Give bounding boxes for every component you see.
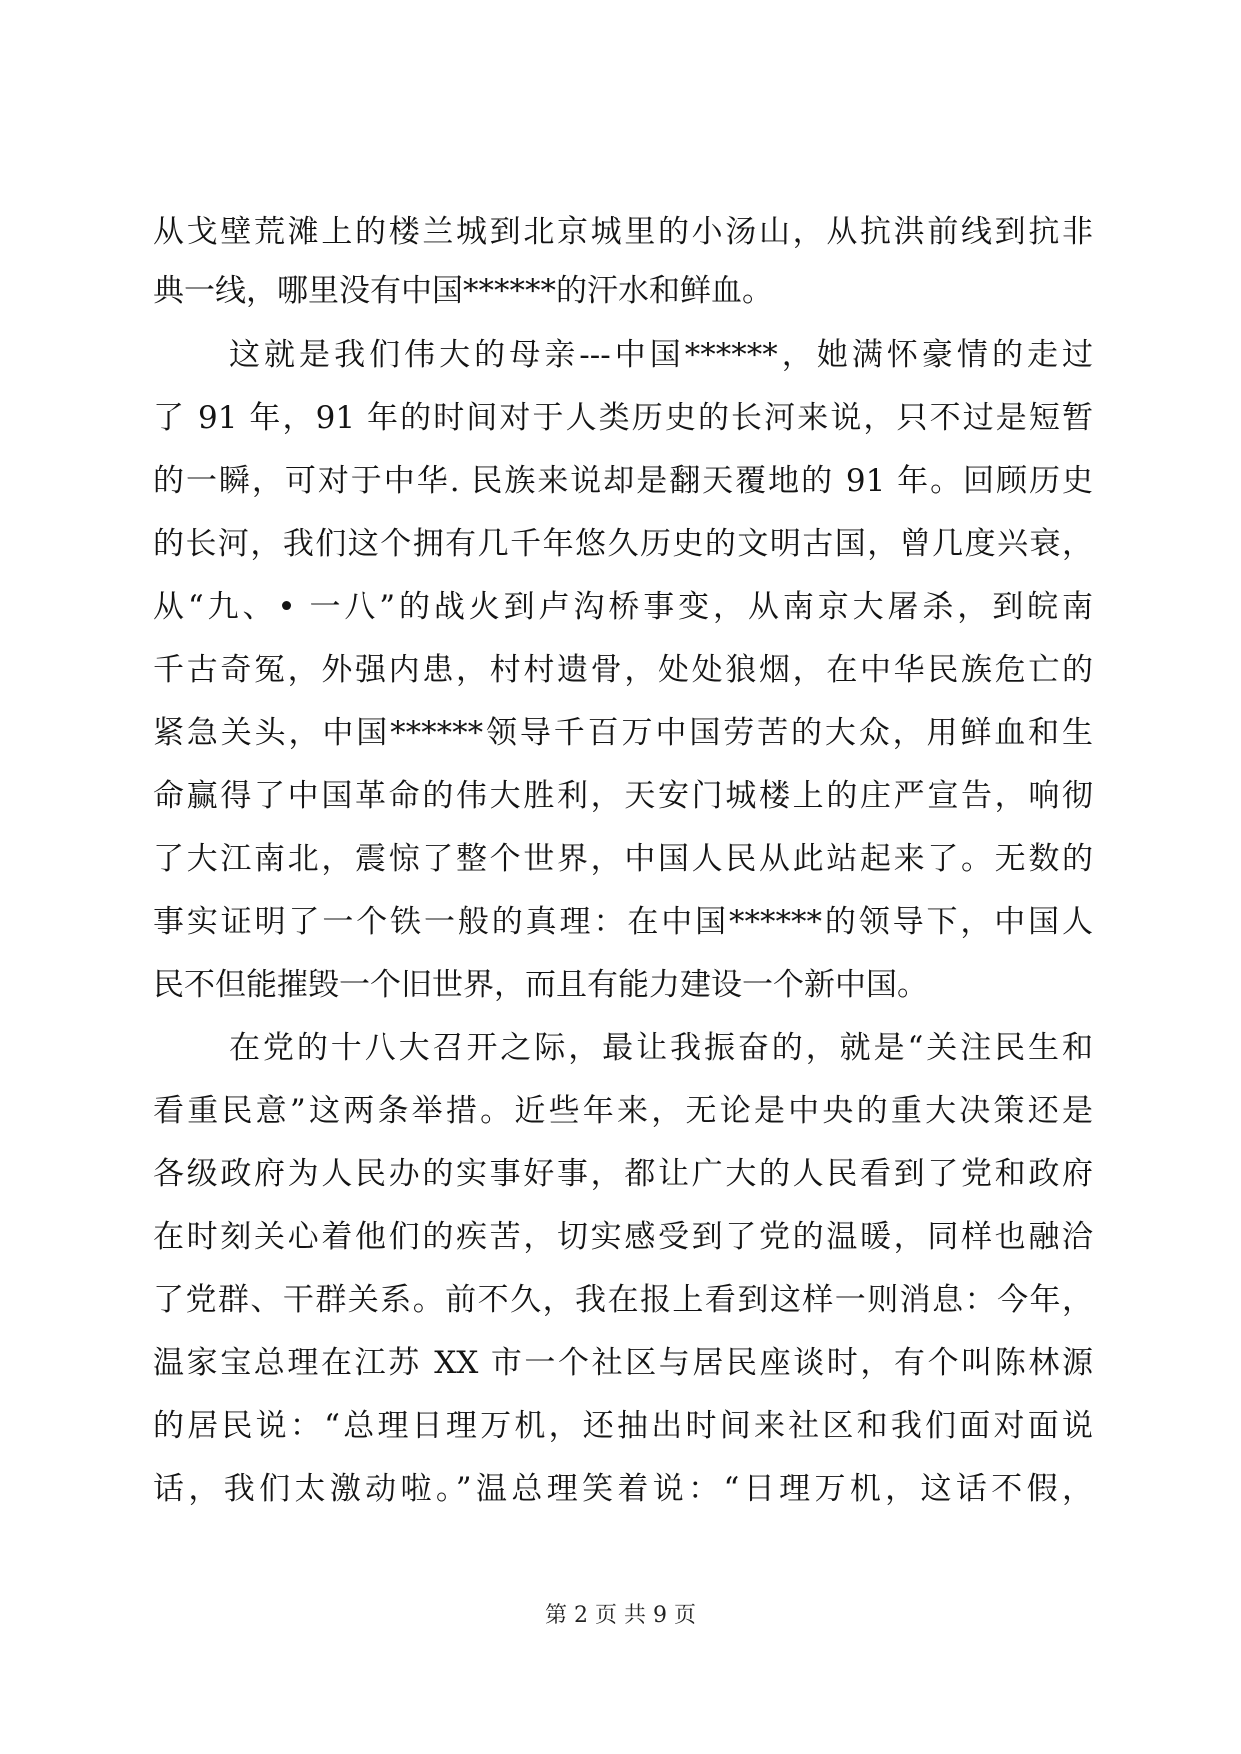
text-line: 的一瞬，可对于中华. 民族来说却是翻天覆地的 91 年。回顾历史 [153,463,1093,499]
text-line: 了 91 年，91 年的时间对于人类历史的长河来说，只不过是短暂 [153,400,1093,436]
page-number-footer: 第 2 页 共 9 页 [545,1603,696,1628]
text-line: 事实证明了一个铁一般的真理：在中国******的领导下，中国人 [153,904,1093,940]
paragraph-first-line: 在党的十八大召开之际，最让我振奋的，就是“关注民生和 [229,1030,1093,1066]
text-line: 了大江南北，震惊了整个世界，中国人民从此站起来了。无数的 [153,841,1093,877]
text-line: 从戈壁荒滩上的楼兰城到北京城里的小汤山，从抗洪前线到抗非 [153,214,1093,250]
text-line: 千古奇冤，外强内患，村村遗骨，处处狼烟，在中华民族危亡的 [153,652,1093,688]
text-line: 紧急关头，中国******领导千百万中国劳苦的大众，用鲜血和生 [153,715,1093,751]
text-line: 看重民意”这两条举措。近些年来，无论是中央的重大决策还是 [153,1093,1093,1129]
text-line: 命赢得了中国革命的伟大胜利，天安门城楼上的庄严宣告，响彻 [153,778,1093,814]
text-line: 民不但能摧毁一个旧世界，而且有能力建设一个新中国。 [153,967,928,1003]
text-line: 各级政府为人民办的实事好事，都让广大的人民看到了党和政府 [153,1156,1093,1192]
text-line: 在时刻关心着他们的疾苦，切实感受到了党的温暖，同样也融洽 [153,1219,1093,1255]
text-line: 温家宝总理在江苏 XX 市一个社区与居民座谈时，有个叫陈林源 [153,1345,1093,1381]
text-line: 了党群、干群关系。前不久，我在报上看到这样一则消息：今年， [153,1282,1093,1318]
text-line: 的长河，我们这个拥有几千年悠久历史的文明古国，曾几度兴衰， [153,526,1093,562]
text-line: 典一线，哪里没有中国******的汗水和鲜血。 [153,273,773,309]
text-line: 话，我们太激动啦。”温总理笑着说：“日理万机，这话不假， [153,1471,1093,1507]
text-line: 的居民说：“总理日理万机，还抽出时间来社区和我们面对面说 [153,1408,1093,1444]
paragraph-first-line: 这就是我们伟大的母亲---中国******，她满怀豪情的走过 [229,337,1093,373]
text-line: 从“九、• 一八”的战火到卢沟桥事变，从南京大屠杀，到皖南 [153,589,1093,625]
